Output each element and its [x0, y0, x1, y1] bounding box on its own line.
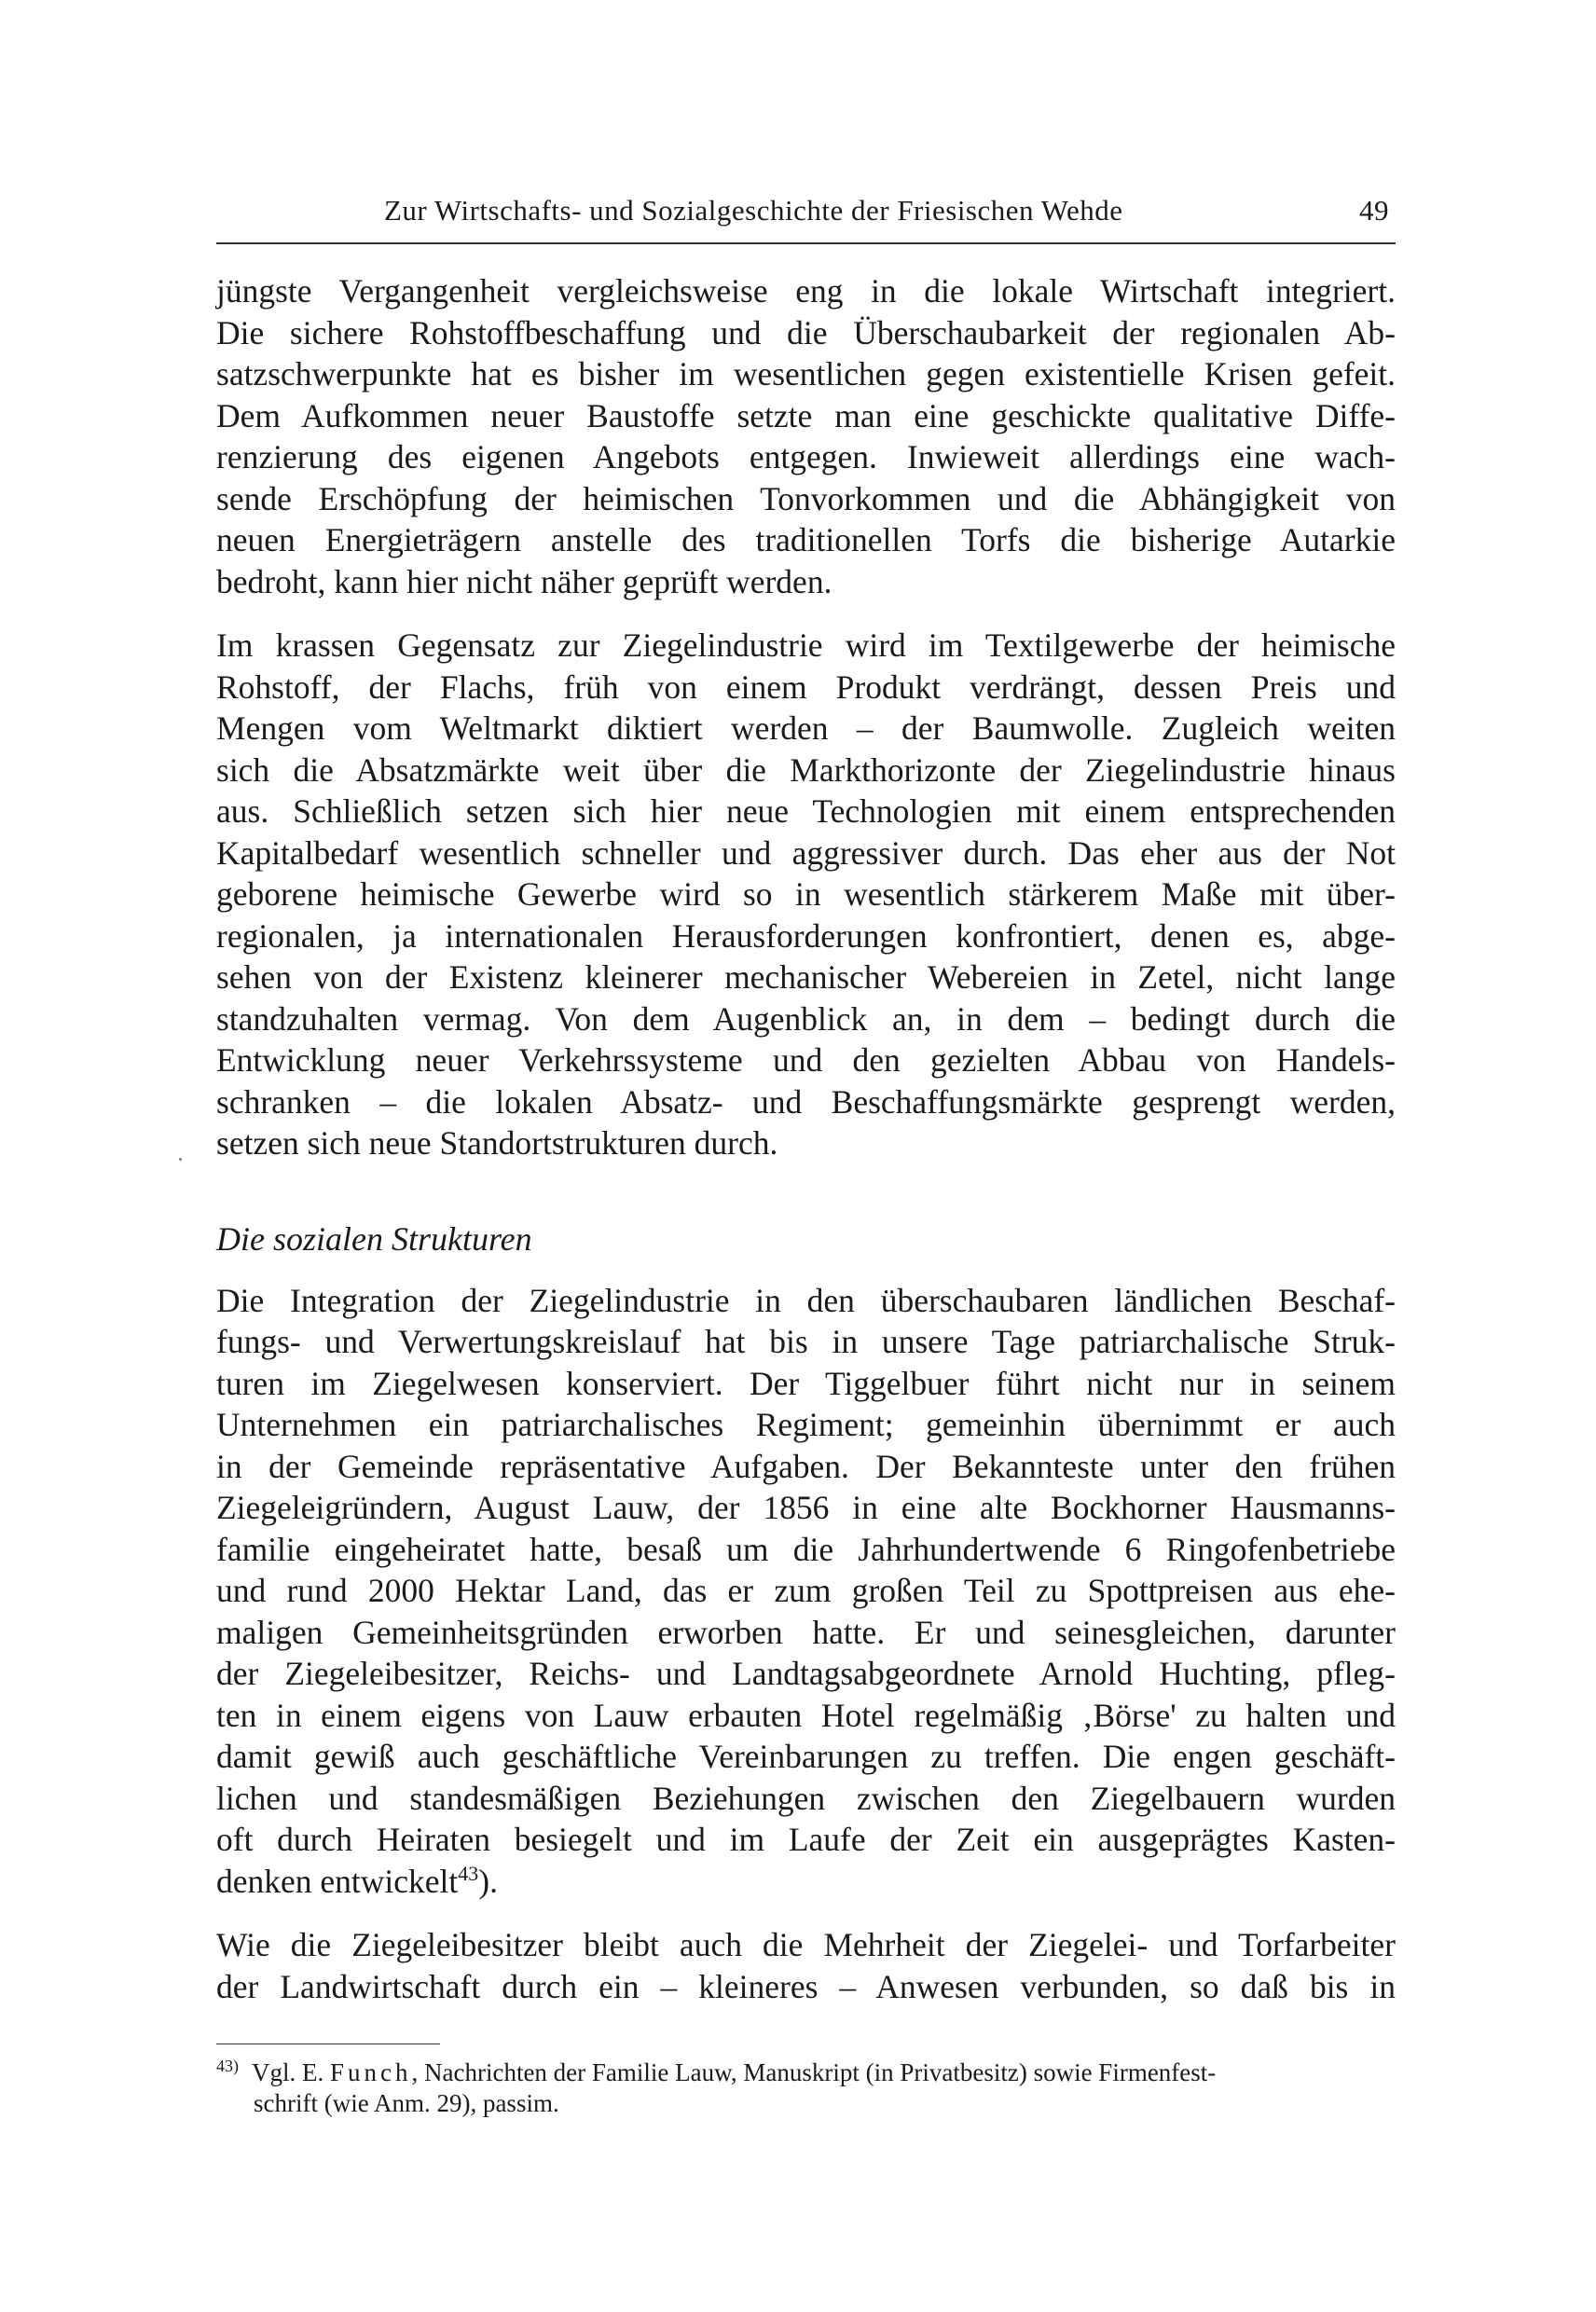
text-line: Im krassen Gegensatz zur Ziegelindustrie wird im Textilgewerbe der heimische: [216, 626, 1396, 664]
text-line: turen im Ziegelwesen konserviert. Der Tiggelbuer führt nicht nur in seinem: [216, 1364, 1396, 1402]
text-line: Rohstoff, der Flachs, früh von einem Produkt verdrängt, dessen Preis und: [216, 667, 1396, 706]
text-line: Entwicklung neuer Verkehrssysteme und den gezielten Abbau von Handels-: [216, 1041, 1396, 1079]
text-fragment: ).: [478, 1862, 498, 1900]
text-line: Unternehmen ein patriarchalisches Regiment; gemeinhin übernimmt er auch: [216, 1406, 1396, 1443]
text-line: sich die Absatzmärkte weit über die Markthorizonte der Ziegelindustrie hinaus: [216, 750, 1396, 789]
footnote: [216, 2057, 1396, 2119]
paragraph: [216, 625, 1396, 1164]
footnote-prefix: Vgl. E.: [252, 2058, 330, 2086]
text-line: jüngste Vergangenheit vergleichsweise eng in die lokale Wirtschaft integriert.: [216, 272, 1396, 310]
header-rule: [216, 242, 1396, 244]
footnote-author: Funch: [330, 2058, 412, 2086]
footnote-number-suffix: ): [233, 2057, 239, 2075]
text-line: fungs- und Verwertungskreislauf hat bis in unsere Tage patriarchalische Struk-: [216, 1323, 1396, 1360]
text-line: Die sichere Rohstoffbeschaffung und die Überschaubarkeit der regionalen Ab-: [216, 313, 1396, 351]
text-line: maligen Gemeinheitsgründen erworben hatte. Er und seinesgleichen, darunter: [216, 1613, 1396, 1651]
text-line: setzen sich neue Standortstrukturen durch.: [216, 1124, 778, 1162]
text-line: bedroht, kann hier nicht näher geprüft werden.: [216, 562, 832, 600]
text-line: oft durch Heiraten besiegelt und im Laufe der Zeit ein ausgeprägtes Kasten-: [216, 1821, 1396, 1858]
text-line: Die Integration der Ziegelindustrie in den überschaubaren ländlichen Beschaf-: [216, 1281, 1396, 1319]
footnote-text: schrift (wie Anm. 29), passim.: [254, 2089, 559, 2117]
paragraph: [216, 1280, 1396, 1903]
page-number: 49: [1359, 194, 1389, 227]
footnote-text: , Nachrichten der Familie Lauw, Manuskript (in Privatbesitz) sowie Firmenfest-: [411, 2058, 1217, 2086]
paragraph: [216, 270, 1396, 602]
text-line: familie eingeheiratet hatte, besaß um die Jahrhundertwende 6 Ringofenbetriebe: [216, 1530, 1396, 1568]
text-line: sehen von der Existenz kleinerer mechanischer Webereien in Zetel, nicht lange: [216, 958, 1396, 996]
text-line: geborene heimische Gewerbe wird so in wesentlich stärkerem Maße mit über-: [216, 875, 1396, 913]
footnote-section: [216, 2044, 1396, 2119]
text-line: lichen und standesmäßigen Beziehungen zwischen den Ziegelbauern wurden: [216, 1779, 1396, 1817]
running-title: Zur Wirtschafts- und Sozialgeschichte der Friesischen Wehde: [384, 194, 1123, 227]
text-line: satzschwerpunkte hat es bisher im wesentlichen gegen existentielle Krisen gefeit.: [216, 355, 1396, 392]
text-line: [216, 1861, 1396, 1903]
text-line: schranken – die lokalen Absatz- und Beschaffungsmärkte gesprengt werden,: [216, 1082, 1396, 1121]
footnote-reference[interactable]: 43: [458, 1861, 479, 1885]
text-line: Ziegeleigründern, August Lauw, der 1856 in eine alte Bockhorner Hausmanns-: [216, 1489, 1396, 1526]
paragraph: [216, 1924, 1396, 2007]
text-line: Mengen vom Weltmarkt diktiert werden – der Baumwolle. Zugleich weiten: [216, 709, 1396, 747]
text-line: Dem Aufkommen neuer Baustoffe setzte man eine geschickte qualitative Diffe-: [216, 396, 1396, 434]
text-line: der Landwirtschaft durch ein – kleineres – Anwesen verbunden, so daß bis in: [216, 1967, 1396, 2005]
running-header: [216, 186, 1410, 233]
text-line: in der Gemeinde repräsentative Aufgaben. Der Bekannteste unter den frühen: [216, 1447, 1396, 1485]
text-line: aus. Schließlich setzen sich hier neue Technologien mit einem entsprechenden: [216, 792, 1396, 830]
text-line: standzuhalten vermag. Von dem Augenblick an, in dem – bedingt durch die: [216, 999, 1396, 1038]
text-line: regionalen, ja internationalen Herausforderungen konfrontiert, denen es, abge-: [216, 916, 1396, 955]
main-text: [216, 270, 1396, 2007]
text-line: neuen Energieträgern anstelle des traditionellen Torfs die bisherige Autarkie: [216, 521, 1396, 558]
margin-mark: [179, 1158, 182, 1161]
text-line: sende Erschöpfung der heimischen Tonvorkommen und die Abhängigkeit von: [216, 479, 1396, 517]
text-line: der Ziegeleibesitzer, Reichs- und Landtagsabgeordnete Arnold Huchting, pfleg-: [216, 1655, 1396, 1692]
section-heading: Die sozialen Strukturen: [216, 1219, 532, 1258]
text-line: Kapitalbedarf wesentlich schneller und aggressiver durch. Das eher aus der Not: [216, 833, 1396, 872]
text-line: Wie die Ziegeleibesitzer bleibt auch die Mehrheit der Ziegelei- und Torfarbeiter: [216, 1926, 1396, 1963]
text-line: damit gewiß auch geschäftliche Vereinbarungen zu treffen. Die engen geschäft-: [216, 1738, 1396, 1775]
text-line: renzierung des eigenen Angebots entgegen. Inwieweit allerdings eine wach-: [216, 438, 1396, 475]
text-line: und rund 2000 Hektar Land, das er zum großen Teil zu Spottpreisen aus ehe-: [216, 1572, 1396, 1609]
text-line: ten in einem eigens von Lauw erbauten Hotel regelmäßig ‚Börse' zu halten und: [216, 1696, 1396, 1734]
text-fragment: denken entwickelt: [216, 1862, 459, 1900]
footnote-number-value: 43: [216, 2057, 233, 2075]
footnote-number: [216, 2057, 239, 2075]
